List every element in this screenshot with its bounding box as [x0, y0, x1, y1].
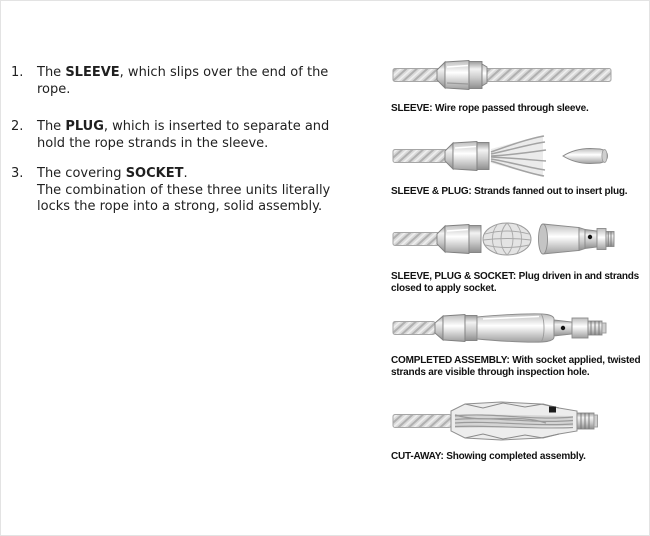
caption-text: Strands fanned out to insert plug.: [474, 186, 628, 197]
caption-label: SLEEVE, PLUG & SOCKET:: [391, 271, 517, 282]
fanned-strands-graphic: [491, 135, 546, 177]
caption-text: Wire rope passed through sleeve.: [434, 103, 589, 114]
instruction-list: [11, 65, 351, 216]
term-socket: SOCKET: [125, 166, 184, 181]
figure-completed-assembly: [391, 305, 649, 378]
figure-caption: [391, 271, 649, 294]
caption-label: SLEEVE & PLUG:: [391, 186, 472, 197]
caption-label: CUT-AWAY:: [391, 451, 444, 462]
item-number: 2.: [11, 119, 24, 134]
threaded-stud-graphic: [577, 413, 598, 429]
socket-graphic: [539, 224, 615, 254]
item-text: The PLUG, which is inserted to separate and hold the rope strands in the sleeve.: [37, 119, 330, 151]
list-item-sleeve: [11, 65, 351, 98]
cut-away-illustration: [391, 395, 613, 447]
plugged-strand-bulb-graphic: [483, 223, 531, 255]
caption-text: With socket applied, twisted strands are visible through inspection hole.: [391, 355, 641, 378]
sleeve-graphic: [445, 142, 489, 171]
sleeve-plug-socket-illustration: [391, 211, 615, 267]
socket-graphic: [477, 314, 606, 342]
figure-caption: [391, 451, 649, 463]
figure-sleeve-plug-socket: [391, 211, 649, 294]
term-plug: PLUG: [65, 119, 104, 134]
plug-graphic: [563, 149, 608, 164]
item-text: The SLEEVE, which slips over the end of the rope.: [37, 65, 329, 97]
figure-caption: [391, 186, 649, 198]
inspection-hole-graphic: [549, 407, 556, 413]
term-sleeve: SLEEVE: [65, 65, 120, 80]
wire-rope-graphic: [393, 69, 611, 82]
wire-rope-graphic: [393, 322, 435, 335]
wire-rope-graphic: [393, 233, 439, 246]
sleeve-illustration: [391, 53, 613, 99]
list-item-plug: [11, 119, 351, 152]
item-text: The covering SOCKET. The combination of these three units literally locks the rope into a strong, solid assembly.: [37, 166, 331, 214]
figure-sleeve-plug: [391, 130, 649, 198]
completed-assembly-illustration: [391, 305, 613, 351]
figure-sleeve: [391, 53, 649, 115]
sleeve-graphic: [435, 315, 477, 342]
item-number: 1.: [11, 65, 24, 80]
figure-cut-away: [391, 395, 649, 463]
figure-caption: [391, 103, 649, 115]
caption-text: Plug driven in and strands closed to apply socket.: [391, 271, 640, 294]
caption-label: SLEEVE:: [391, 103, 433, 114]
caption-text: Showing completed assembly.: [446, 451, 586, 462]
wire-rope-graphic: [393, 415, 451, 428]
caption-label: COMPLETED ASSEMBLY:: [391, 355, 510, 366]
sleeve-plug-illustration: [391, 130, 613, 182]
figure-caption: [391, 355, 649, 378]
cutaway-shell-graphic: [451, 402, 577, 440]
list-item-socket: [11, 166, 351, 216]
item-number: 3.: [11, 166, 24, 181]
sleeve-graphic: [437, 61, 487, 90]
wire-rope-graphic: [393, 150, 447, 163]
sleeve-graphic: [437, 225, 481, 254]
